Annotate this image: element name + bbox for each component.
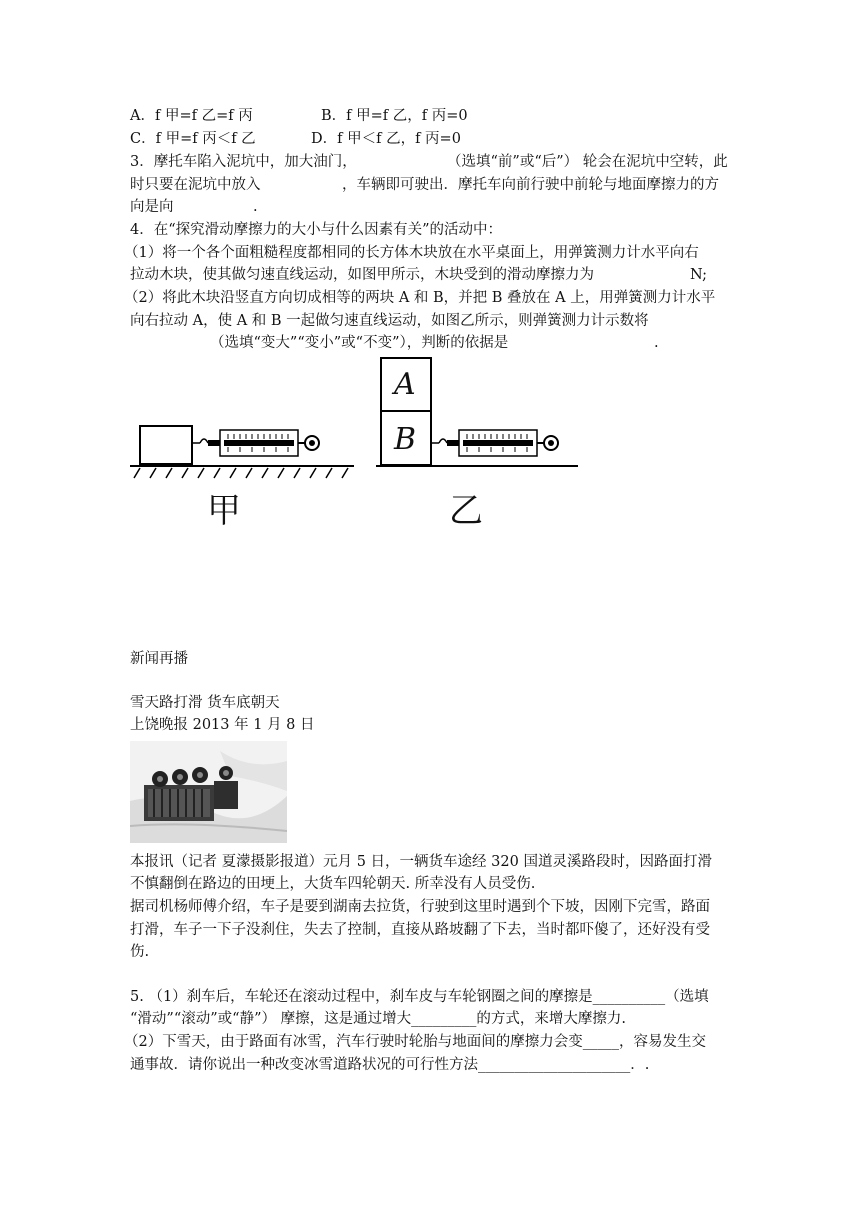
news-body-line-5: 伤. [130, 944, 150, 960]
news-photo [130, 741, 287, 843]
q5-line3: （2）下雪天，由于路面有冰雪，汽车行驶时轮胎与地面间的摩擦力会变_____，容易发生交 [124, 1034, 706, 1050]
wooden-block [140, 426, 192, 464]
q3-line2-b: ，车辆即可驶出．摩托车向前行驶中前轮与地面摩擦力的方 [342, 177, 719, 193]
label-a: A [394, 367, 416, 402]
label-b: B [394, 422, 417, 457]
figure-jia [128, 410, 363, 482]
news-body-line-1: 本报讯（记者 夏濛摄影报道）元月 5 日，一辆货车途经 320 国道灵溪路段时，因路面打滑 [130, 854, 712, 870]
news-body-line-3: 据司机杨师傅介绍，车子是要到湖南去拉货，行驶到这里时遇到个下坡，因刚下完雪，路面 [130, 899, 710, 915]
option-a: A．f 甲=f 乙=f 丙 [130, 108, 253, 124]
q4-part1-line1: （1）将一个各个面粗糙程度都相同的长方体木块放在水平桌面上，用弹簧测力计水平向右 [124, 245, 699, 261]
news-section-title: 新闻再播 [130, 651, 188, 667]
q4-part2-line1: （2）将此木块沿竖直方向切成相等的两块 A 和 B，并把 B 叠放在 A 上，用弹簧测力计水平 [124, 290, 716, 306]
q3-line2-a: 时只要在泥坑中放入 [130, 177, 261, 193]
q5-line2: “滑动”“滚动”或“静”） 摩擦，这是通过增大_________的方式，来增大摩擦力. [130, 1011, 626, 1027]
option-c: C．f 甲=f 丙＜f 乙 [130, 131, 256, 147]
news-body-line-4: 打滑，车子一下子没刹住，失去了控制，直接从路坡翻了下去，当时都吓傻了，还好没有受 [130, 922, 710, 938]
q5-line1: 5. （1）刹车后，车轮还在滚动过程中，刹车皮与车轮钢圈之间的摩擦是__________（选填 [130, 989, 709, 1005]
news-body-line-2: 不慎翻倒在路边的田埂上，大货车四轮朝天. 所幸没有人员受伤. [130, 876, 536, 892]
caption-yi: 乙 [449, 491, 483, 531]
q3-line1-a: 3．摩托车陷入泥坑中，加大油门， [130, 154, 357, 170]
q3-line3-a: 向是向 [130, 199, 174, 215]
q3-line1-b: （选填“前”或“后”） 轮会在泥坑中空转，此 [447, 154, 728, 170]
news-source: 上饶晚报 2013 年 1 月 8 日 [130, 717, 315, 733]
q5-line4: 通事故．请你说出一种改变冰雪道路状况的可行性方法_____________________．. [130, 1057, 650, 1073]
news-headline: 雪天路打滑 货车底朝天 [130, 695, 280, 711]
q4-part1-line2-b: N; [690, 267, 708, 283]
q3-line3-b: . [253, 199, 258, 215]
q4-part2-line3-a: （选填“变大”“变小”或“不变”），判断的依据是 [210, 335, 509, 351]
hatch-marks [134, 468, 348, 478]
caption-jia: 甲 [207, 491, 241, 531]
q4-part2-line3-b: . [654, 335, 659, 351]
q4-intro: 4．在“探究滑动摩擦力的大小与什么因素有关”的活动中： [130, 222, 503, 238]
spring-scale-yi [431, 430, 558, 456]
option-d: D．f 甲＜f 乙，f 丙=0 [311, 131, 461, 147]
q4-part2-line2: 向右拉动 A，使 A 和 B 一起做匀速直线运动，如图乙所示，则弹簧测力计示数将 [130, 313, 649, 329]
spring-scale [192, 430, 319, 456]
option-b: B．f 甲=f 乙，f 丙=0 [321, 108, 468, 124]
q4-part1-line2-a: 拉动木块，使其做匀速直线运动，如图甲所示，木块受到的滑动摩擦力为 [130, 267, 594, 283]
